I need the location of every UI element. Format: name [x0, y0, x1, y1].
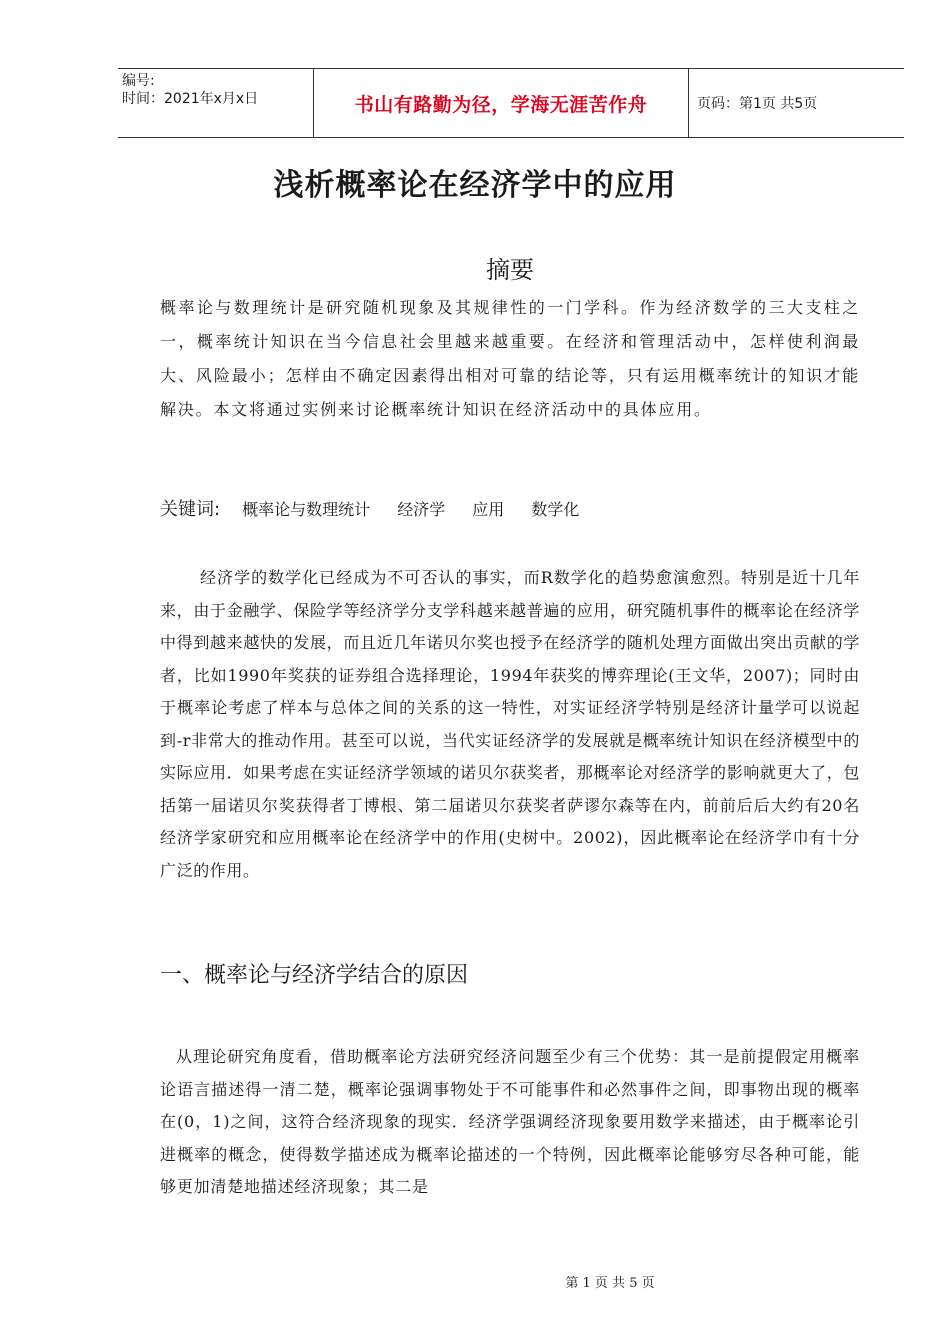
header-time-label: 时间：2021年x月x日	[122, 91, 259, 107]
page-footer: 第 1 页 共 5 页	[565, 1276, 655, 1291]
body-paragraph: 经济学的数学化已经成为不可否认的事实，而R数学化的趋势愈演愈烈。特别是近十几年来，由于金融学、保险学等经济学分支学科越来越普遍的应用，研究随机事件的概率论在经济学中得到越来越快的发展，而且近几年诺贝尔奖也授予在经济学的随机处理方面做出突出贡献的学者，比如1990年奖获的证券组合选择理论，1994年获奖的博弈理论(王文华，2007)；同时由于概率论考虑了样本与总体之间的关系的这一特性，对实证经济学特别是经济计量学可以说起到-r非常大的推动作用。甚至可以说，当代实证经济学的发展就是概率统计知识在经济模型中的实际应用．如果考虑在实证经济学领域的诺贝尔获奖者，那概率论对经济学的影响就更大了，包括第一届诺贝尔奖获得者丁博根、第二届诺贝尔获奖者萨谬尔森等在内，前前后后大约有20名经济学家研究和应用概率论在经济学中的作用(史树中。2002)，因此概率论在经济学巾有十分广泛的作用。	[160, 568, 860, 880]
section-heading: 一、概率论与经济学结合的原因	[160, 963, 469, 988]
keywords-line	[160, 495, 579, 521]
keyword-item: 经济学	[397, 500, 446, 519]
keyword-item: 应用	[472, 500, 505, 519]
keyword-item: 概率论与数理统计	[242, 500, 371, 519]
header-motto: 书山有路勤为径，学海无涯苦作舟	[314, 69, 689, 137]
abstract-heading: 摘要	[486, 256, 534, 284]
header-number-label: 编号:	[122, 73, 155, 89]
header-page-info: 页码：第1页 共5页	[697, 96, 818, 112]
abstract-paragraph: 概率论与数理统计是研究随机现象及其规律性的一门学科。作为经济数学的三大支柱之一，概率统计知识在当今信息社会里越来越重要。在经济和管理活动中，怎样使利润最大、风险最小；怎样由不确定因素得出相对可靠的结论等，只有运用概率统计的知识才能解决。本文将通过实例来讨论概率统计知识在经济活动中的具体应用。	[160, 298, 860, 419]
page-header-table	[118, 68, 904, 138]
document-title: 浅析概率论在经济学中的应用	[273, 168, 677, 203]
keyword-item: 数学化	[531, 500, 580, 519]
keywords-label: 关键词:	[160, 499, 221, 520]
header-meta-cell	[118, 69, 314, 137]
body-paragraph: 从理论研究角度看，借助概率论方法研究经济问题至少有三个优势：其一是前提假定用概率论语言描述得一清二楚，概率论强调事物处于不可能事件和必然事件之间，即事物出现的概率在(0，1)之间，这符合经济现象的现实．经济学强调经济现象要用数学来描述，由于概率论引进概率的概念，使得数学描述成为概率论描述的一个特例，因此概率论能够穷尽各种可能，能够更加清楚地描述经济现象；其二是	[160, 1047, 860, 1196]
